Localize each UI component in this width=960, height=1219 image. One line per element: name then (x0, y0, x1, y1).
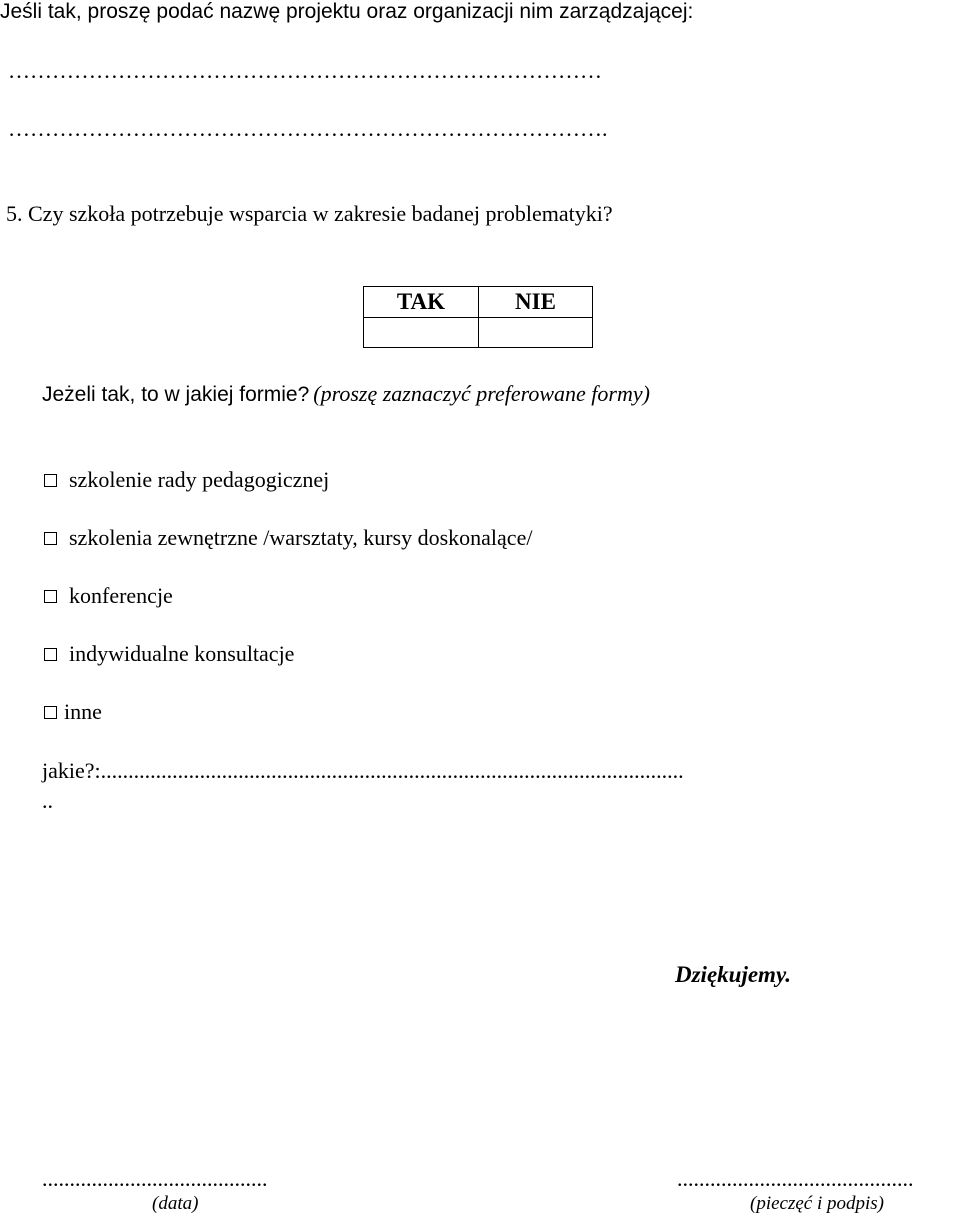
date-field[interactable]: ......................................... (42, 1166, 268, 1191)
project-fill-line-2[interactable]: ………………………………………………………………………. (8, 116, 608, 141)
option-label-4: indywidualne konsultacje (69, 641, 295, 666)
option-label-1: szkolenie rady pedagogicznej (69, 467, 330, 492)
project-fill-line-1[interactable]: ……………………………………………………………………… (8, 58, 602, 83)
checkbox-option-4[interactable] (44, 648, 57, 661)
stamp-signature-field[interactable]: ........................................... (677, 1166, 914, 1191)
checkbox-option-3[interactable] (44, 590, 57, 603)
other-specification-field[interactable]: jakie?:.......................................................................................................... (42, 758, 684, 783)
stamp-signature-label: (pieczęć i podpis) (750, 1193, 885, 1214)
option-label-5: inne (64, 699, 102, 724)
yes-answer-cell[interactable] (364, 318, 479, 348)
date-label: (data) (152, 1193, 199, 1214)
checkbox-option-2[interactable] (44, 532, 57, 545)
checkbox-option-5[interactable] (44, 706, 57, 719)
other-specification-continuation: .. (42, 788, 53, 813)
option-label-3: konferencje (69, 583, 173, 608)
project-question: Jeśli tak, proszę podać nazwę projektu oraz organizacji nim zarządzającej: (0, 0, 694, 23)
no-answer-cell[interactable] (479, 318, 593, 348)
yes-no-table (363, 286, 593, 348)
followup-question (42, 381, 650, 407)
followup-prefix: Jeżeli tak, to w jakiej formie? (42, 383, 310, 406)
option-label-2: szkolenia zewnętrzne /warsztaty, kursy doskonalące/ (69, 525, 533, 550)
yes-header: TAK (364, 287, 479, 318)
question-5-text: 5. Czy szkoła potrzebuje wsparcia w zakresie badanej problematyki? (6, 201, 613, 226)
checkbox-option-1[interactable] (44, 474, 57, 487)
thanks-text: Dziękujemy. (675, 962, 792, 987)
followup-hint: (proszę zaznaczyć preferowane formy) (313, 381, 650, 406)
no-header: NIE (479, 287, 593, 318)
